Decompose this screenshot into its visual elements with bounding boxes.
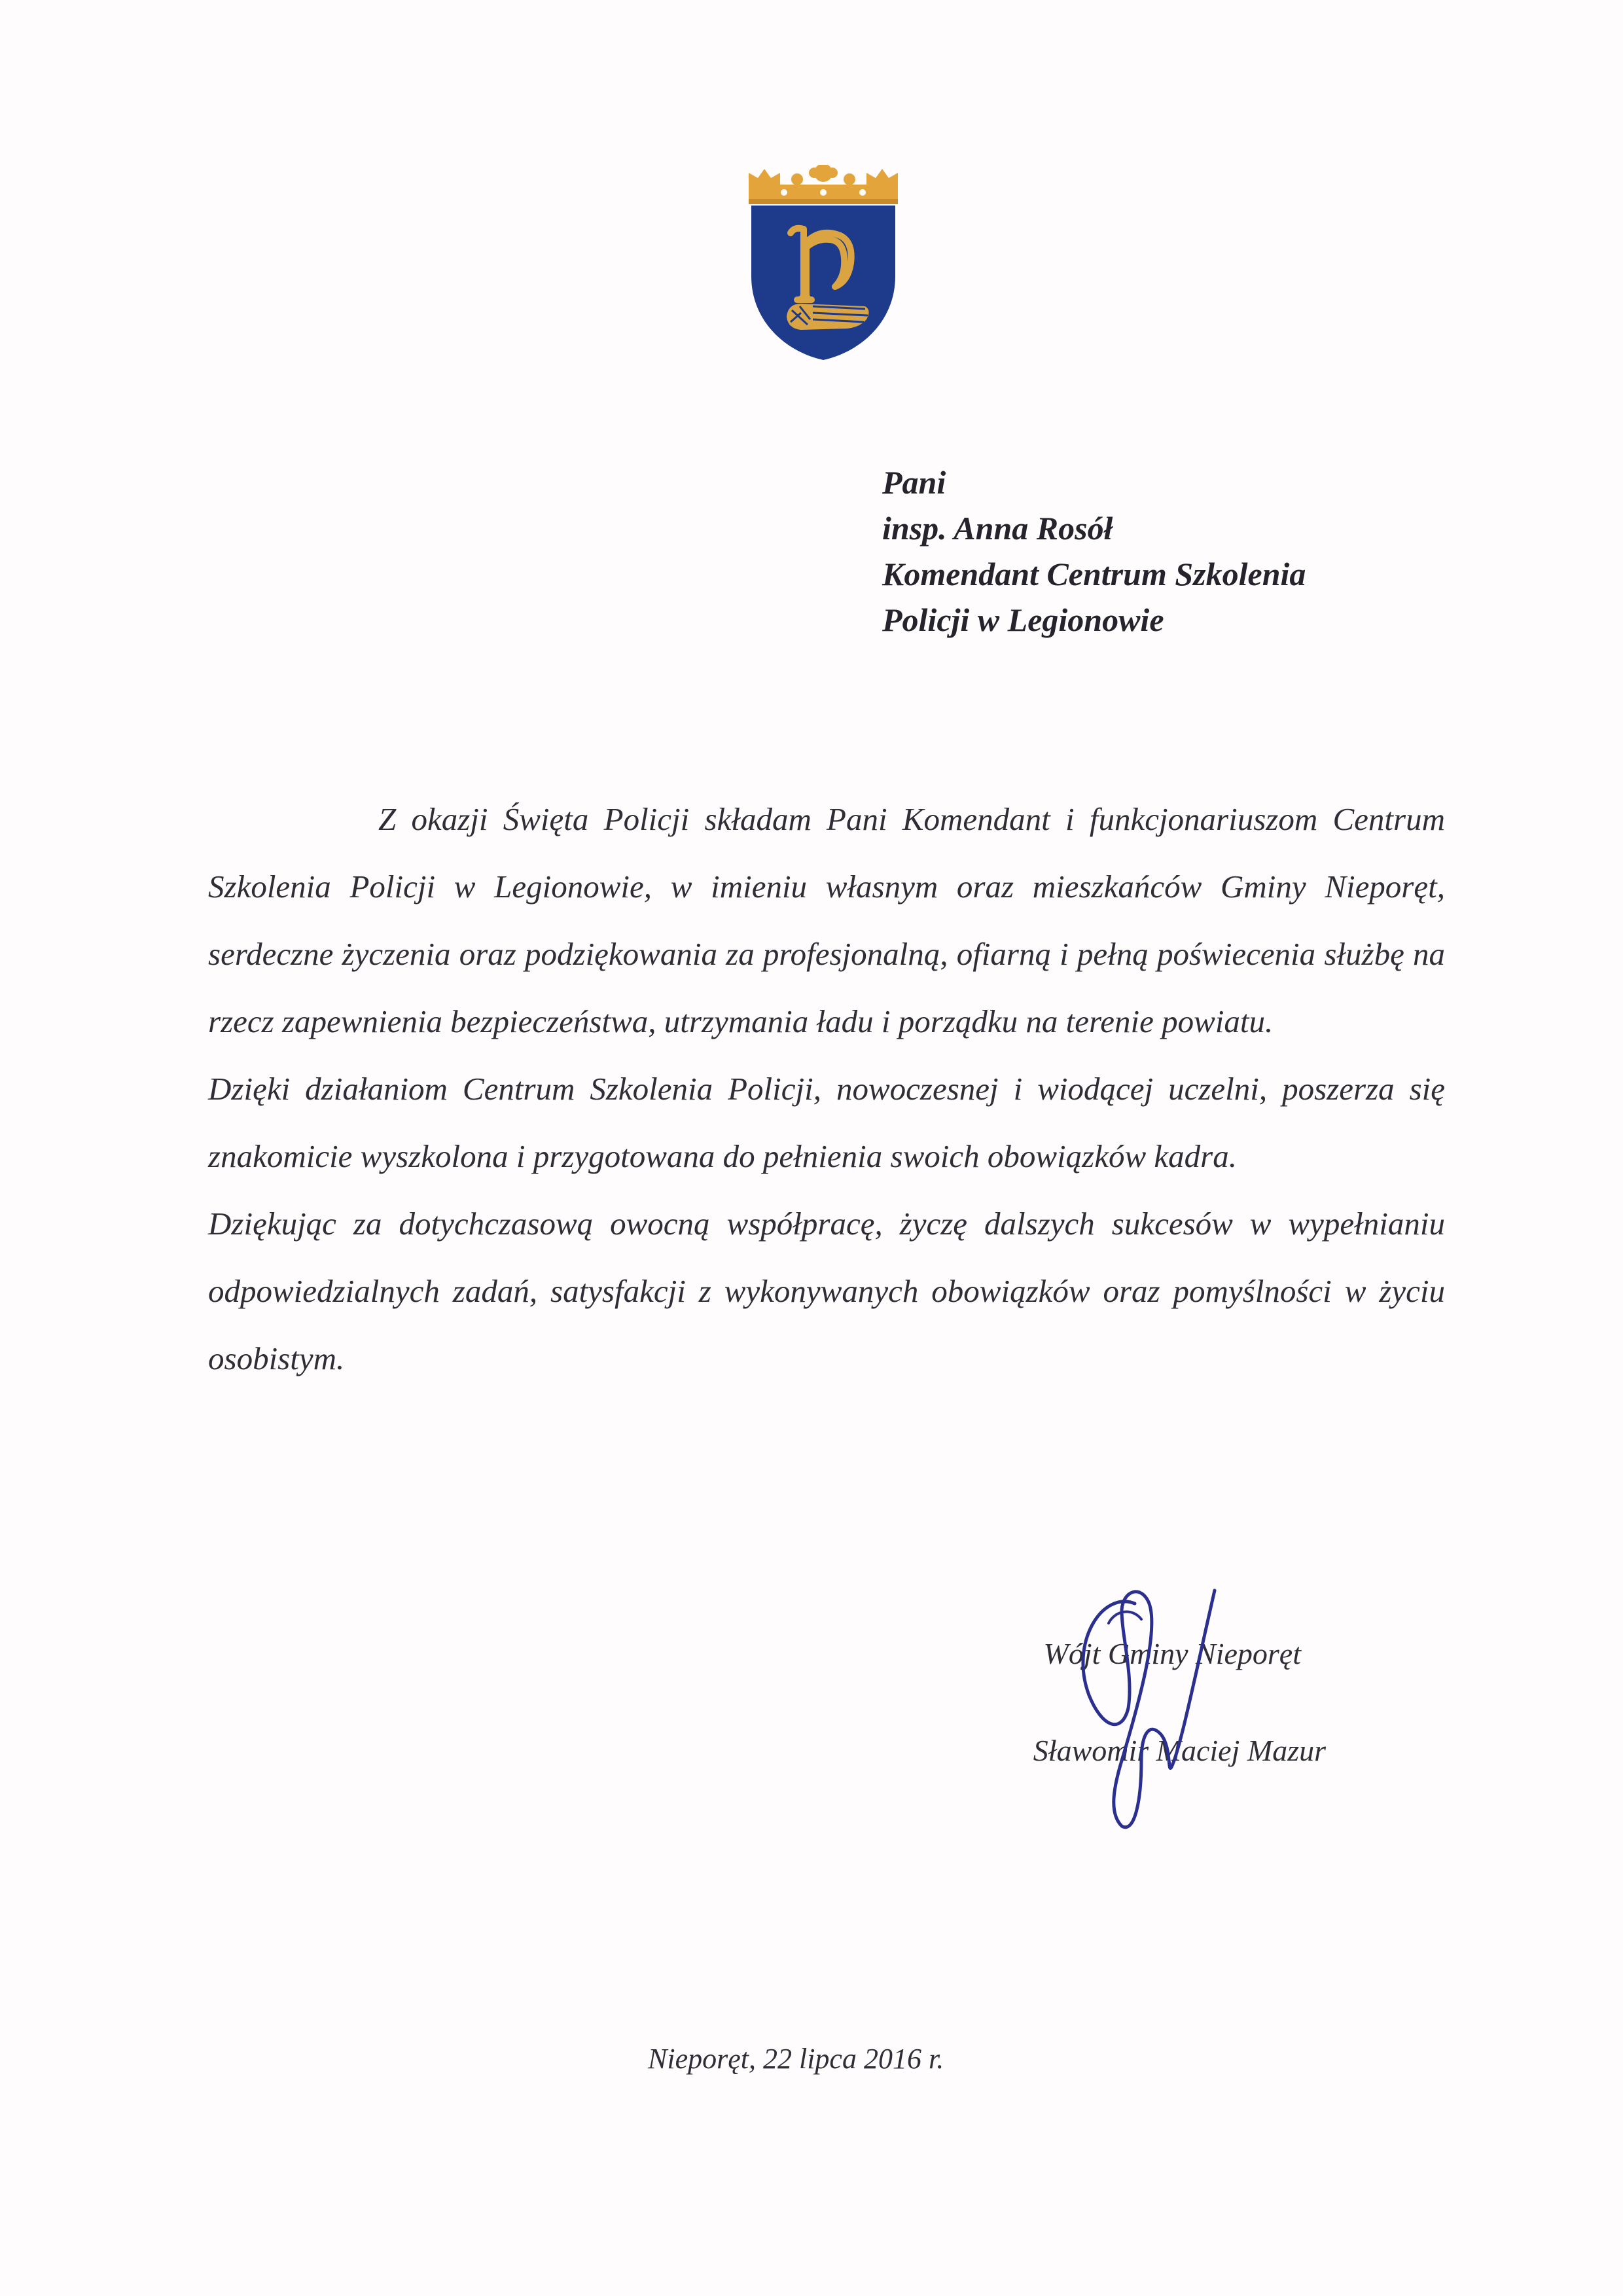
addressee-name: insp. Anna Rosół xyxy=(882,510,1113,547)
letter-date: Nieporęt, 22 lipca 2016 r. xyxy=(648,2043,944,2075)
signer-name: Sławomir Maciej Mazur xyxy=(1033,1734,1326,1767)
addressee-position: Komendant Centrum Szkolenia xyxy=(882,556,1306,592)
body-paragraph: Dzięki działaniom Centrum Szkolenia Policji, nowoczesnej i wiodącej uczelni, poszerza się znakomicie wyszkolona i przygotowana do pełnienia swoich obowiązków kadra. xyxy=(208,1071,1445,1174)
signature-block xyxy=(929,1623,1400,1833)
body-paragraph: Dziękując za dotychczasową owocną współpracę, życzę dalszych sukcesów w wypełnianiu odpowiedzialnych zadań, satysfakcji z wykonywanych obowiązków oraz pomyślności w życiu osobistym. xyxy=(208,1206,1445,1376)
addressee-block xyxy=(882,459,1306,643)
crown-icon xyxy=(749,165,898,204)
handwritten-signature-icon xyxy=(1043,1564,1253,1839)
signer-title: Wójt Gminy Nieporęt xyxy=(1043,1637,1301,1670)
letter-body xyxy=(208,785,1445,1392)
addressee-institution: Policji w Legionowie xyxy=(882,601,1164,638)
body-paragraph: Z okazji Święta Policji składam Pani Komendant i funkcjonariuszom Centrum Szkolenia Policji w Legionowie, w imieniu własnym oraz mieszkańców Gminy Nieporęt, serdeczne życzenia oraz podziękowania za profesjonalną, ofiarną i pełną poświecenia służbę na rzecz zapewnienia bezpieczeństwa, utrzymania ładu i porządku na terenie powiatu. xyxy=(208,801,1445,1039)
addressee-salutation: Pani xyxy=(882,464,946,501)
coat-of-arms-icon xyxy=(749,165,898,361)
boat-icon xyxy=(787,304,869,330)
